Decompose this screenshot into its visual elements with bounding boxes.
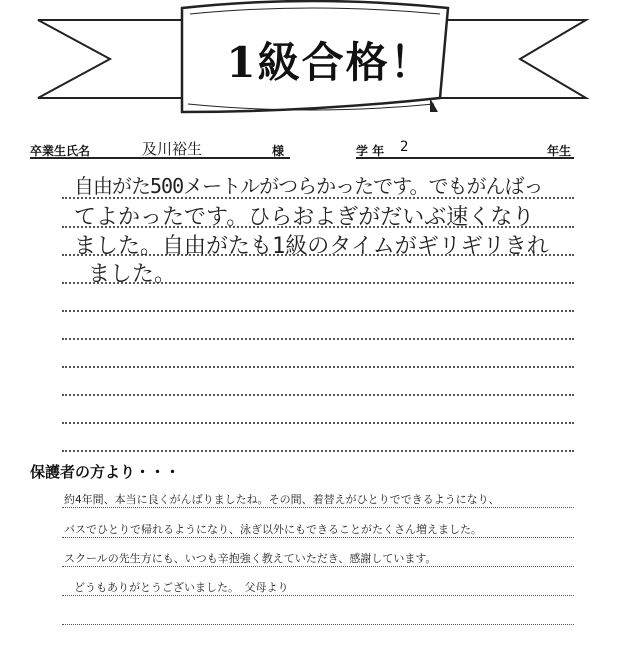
guardian-rule: [62, 624, 574, 625]
essay-line: ました。: [88, 262, 177, 287]
guardian-rule: [62, 595, 574, 596]
grade-underline: [356, 157, 574, 159]
essay-rule: [62, 366, 574, 368]
essay-line: ました。自由がたも1級のタイムがギリギリきれ: [74, 234, 549, 259]
student-name: 及川裕生: [142, 140, 203, 158]
guardian-line: バスでひとりで帰れるようになり、泳ぎ以外にもできることがたくさん増えました。: [64, 523, 482, 536]
guardian-rule: [62, 507, 574, 508]
essay-rule: [62, 450, 574, 452]
grade-value: 2: [400, 139, 409, 155]
essay-rule: [62, 422, 574, 424]
essay-rule: [62, 394, 574, 396]
grade-suffix: 年生: [547, 144, 572, 158]
essay-line: てよかったです。ひらおよぎがだいぶ速くなり: [74, 205, 535, 230]
page-title: 1級合格！: [226, 38, 434, 87]
guardian-line: スクールの先生方にも、いつも辛抱強く教えていただき、感謝しています。: [64, 552, 437, 565]
guardian-rule: [62, 537, 574, 538]
essay-line: 自由がた500メートルがつらかったです。でもがんばっ: [74, 174, 543, 198]
honorific-label: 様: [272, 144, 285, 158]
grade-label: 学 年: [356, 144, 385, 158]
essay-rule: [62, 310, 574, 312]
name-label: 卒業生氏名: [30, 144, 91, 158]
name-underline: [30, 157, 290, 159]
guardian-line: どうもありがとうございました。 父母より: [74, 581, 289, 594]
guardian-section-title: 保護者の方より・・・: [30, 463, 181, 481]
guardian-line: 約4年間、本当に良くがんばりましたね。その間、着替えがひとりでできるようになり、: [64, 493, 500, 506]
guardian-rule: [62, 566, 574, 567]
essay-rule: [62, 338, 574, 340]
